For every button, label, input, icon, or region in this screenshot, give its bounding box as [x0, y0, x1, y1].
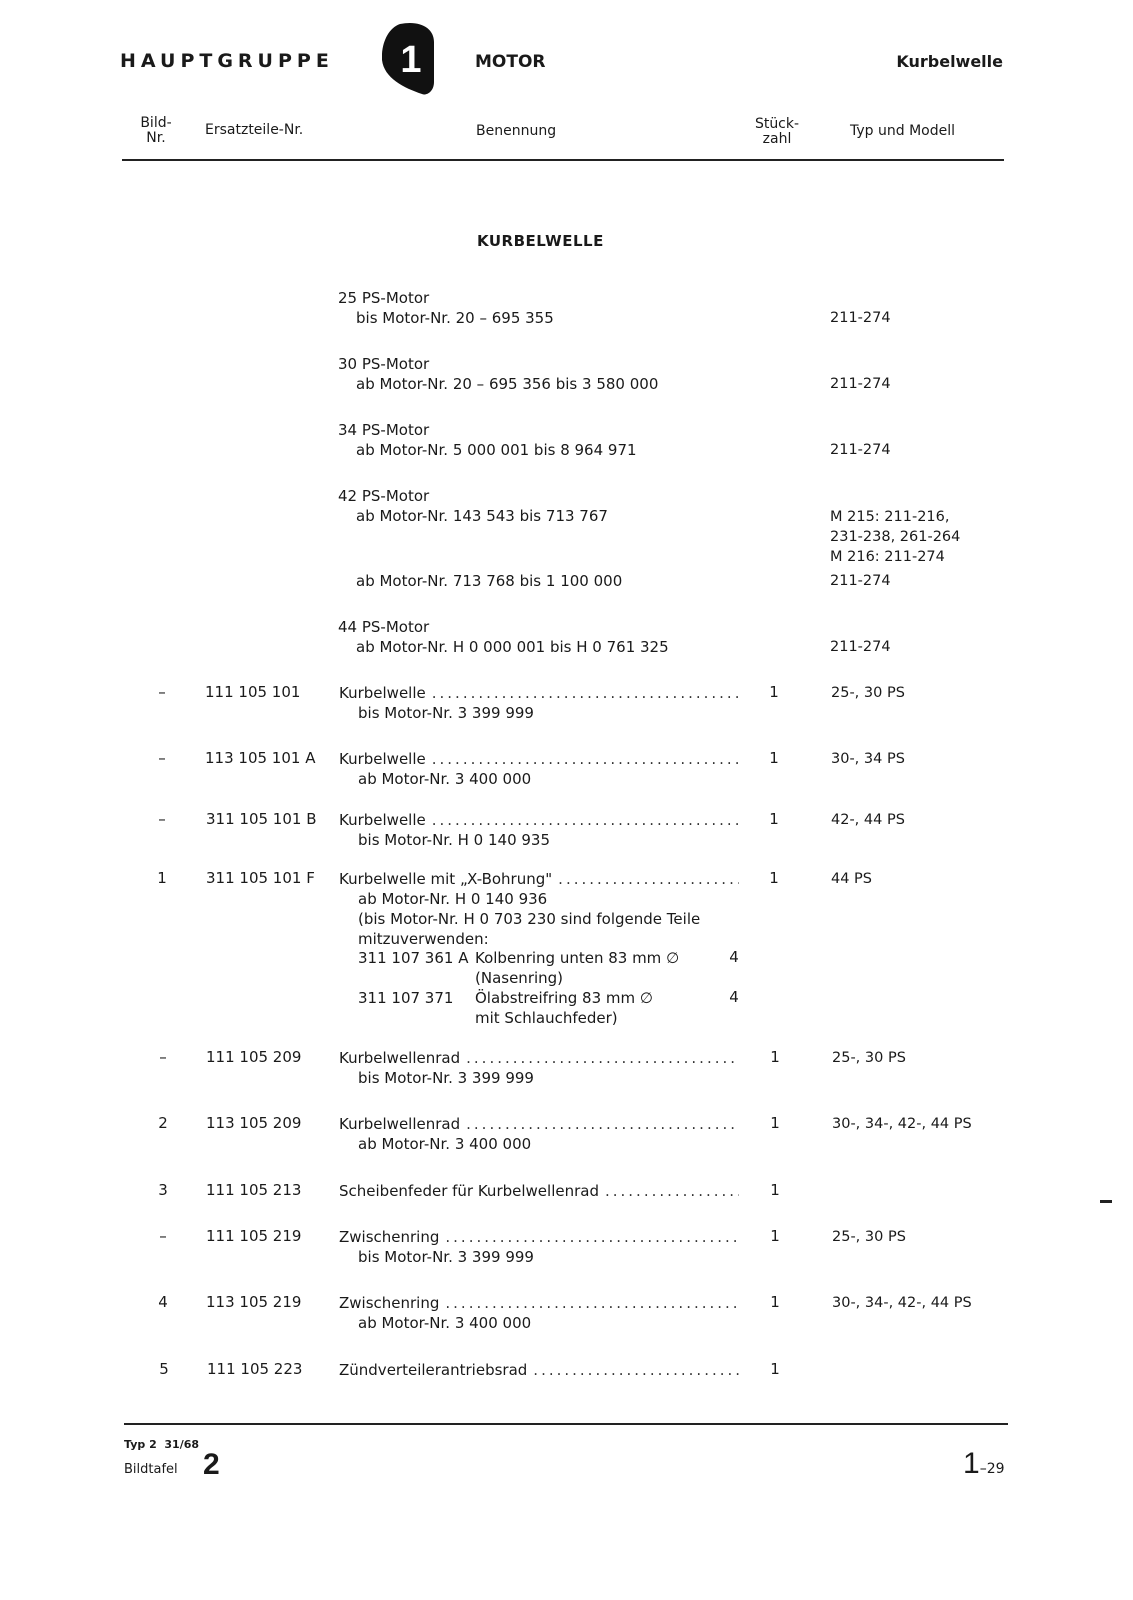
- part-qty: 1: [770, 1227, 780, 1245]
- part-number: 113 105 101 A: [205, 749, 316, 767]
- nested-part-number: 311 107 361 A: [358, 949, 469, 967]
- nested-part-description: Kolbenring unten 83 mm ∅ (Nasenring): [475, 949, 680, 987]
- part-number: 111 105 213: [206, 1181, 302, 1199]
- margin-mark: [1100, 1200, 1112, 1203]
- column-stueckzahl: Stück- zahl: [754, 116, 800, 147]
- column-bild-nr: Bild- Nr.: [140, 115, 172, 146]
- part-qty: 1: [769, 810, 779, 828]
- engine-types: M 215: 211-216, 231-238, 261-264 M 216: 211-274: [830, 509, 961, 565]
- engine-types: 211-274: [830, 573, 891, 589]
- part-qty: 1: [769, 869, 779, 887]
- engine-block-34ps: 34 PS-Motor ab Motor-Nr. 5 000 001 bis 8 964 971: [338, 421, 637, 459]
- engine-types: 211-274: [830, 376, 891, 392]
- part-number: 311 105 101 F: [206, 869, 315, 887]
- bild-nr: –: [158, 683, 166, 701]
- footer-rule: [124, 1423, 1008, 1425]
- part-description: Kurbelwelle mit „X-Bohrung" ..... ab Motor-Nr. H 0 140 936 (bis Motor-Nr. H 0 703 230 sind folgende Teile mitzuverwenden:: [339, 869, 739, 949]
- part-qty: 1: [770, 1181, 780, 1199]
- nested-part-qty: 4: [729, 988, 739, 1006]
- bildtafel-number: 2: [203, 1448, 220, 1481]
- column-benennung: Benennung: [476, 123, 557, 139]
- page-subject: Kurbelwelle: [896, 52, 1003, 71]
- engine-types: 211-274: [830, 310, 891, 326]
- engine-block-25ps: 25 PS-Motor bis Motor-Nr. 20 – 695 355: [338, 289, 554, 327]
- bild-nr: –: [159, 1227, 167, 1245]
- bildtafel-label: Bildtafel: [124, 1462, 178, 1477]
- part-typ: 25-, 30 PS: [832, 1229, 906, 1245]
- group-number-badge: [382, 22, 434, 96]
- bild-nr: 4: [158, 1293, 168, 1311]
- header-rule: [122, 159, 1004, 161]
- engine-block-42ps: 42 PS-Motor ab Motor-Nr. 143 543 bis 713 767: [338, 487, 608, 525]
- part-number: 111 105 209: [206, 1048, 302, 1066]
- nested-part-description: Ölabstreifring 83 mm ∅ mit Schlauchfeder): [475, 989, 653, 1027]
- bild-nr: –: [159, 1048, 167, 1066]
- part-typ: 42-, 44 PS: [831, 812, 905, 828]
- section-title: KURBELWELLE: [477, 232, 604, 250]
- part-description: Zündverteilerantriebsrad .....: [339, 1360, 739, 1380]
- part-description: Kurbelwelle ..... bis Motor-Nr. 3 399 999: [339, 683, 739, 723]
- bild-nr: –: [158, 749, 166, 767]
- part-description: Zwischenring ..... bis Motor-Nr. 3 399 999: [339, 1227, 739, 1267]
- part-description: Kurbelwellenrad ..... bis Motor-Nr. 3 399 999: [339, 1048, 739, 1088]
- engine-types: 211-274: [830, 639, 891, 655]
- footer-typ: Typ 2 31/68: [124, 1438, 200, 1451]
- bild-nr: 5: [159, 1360, 169, 1378]
- part-number: 311 105 101 B: [206, 810, 317, 828]
- part-description: Kurbelwelle ..... ab Motor-Nr. 3 400 000: [339, 749, 739, 789]
- part-qty: 1: [770, 1114, 780, 1132]
- group-number: 1: [400, 39, 422, 81]
- bild-nr: 3: [158, 1181, 168, 1199]
- nested-part-number: 311 107 371: [358, 989, 454, 1007]
- part-typ: 30-, 34-, 42-, 44 PS: [832, 1116, 972, 1132]
- part-qty: 1: [770, 1293, 780, 1311]
- group-label: HAUPTGRUPPE: [120, 50, 334, 72]
- part-qty: 1: [769, 683, 779, 701]
- column-typ-modell: Typ und Modell: [850, 123, 955, 139]
- engine-range: ab Motor-Nr. 713 768 bis 1 100 000: [356, 572, 623, 590]
- part-typ: 30-, 34 PS: [831, 751, 905, 767]
- bild-nr: –: [158, 810, 166, 828]
- part-typ: 44 PS: [831, 871, 873, 887]
- part-number: 113 105 219: [206, 1293, 302, 1311]
- part-qty: 1: [769, 749, 779, 767]
- part-typ: 30-, 34-, 42-, 44 PS: [832, 1295, 972, 1311]
- bild-nr: 2: [158, 1114, 168, 1132]
- part-description: Kurbelwelle ..... bis Motor-Nr. H 0 140 935: [339, 810, 739, 850]
- part-qty: 1: [770, 1048, 780, 1066]
- part-description: Scheibenfeder für Kurbelwellenrad .....: [339, 1181, 739, 1201]
- part-description: Zwischenring ..... ab Motor-Nr. 3 400 000: [339, 1293, 739, 1333]
- column-ersatzteile-nr: Ersatzteile-Nr.: [205, 122, 304, 138]
- group-name: MOTOR: [475, 52, 546, 72]
- page-number: 1–29: [963, 1447, 1005, 1480]
- engine-types: 211-274: [830, 442, 891, 458]
- part-number: 111 105 101: [205, 683, 301, 701]
- part-description: Kurbelwellenrad ..... ab Motor-Nr. 3 400 000: [339, 1114, 739, 1154]
- part-number: 111 105 223: [207, 1360, 303, 1378]
- part-number: 113 105 209: [206, 1114, 302, 1132]
- part-typ: 25-, 30 PS: [831, 685, 905, 701]
- part-typ: 25-, 30 PS: [832, 1050, 906, 1066]
- part-qty: 1: [770, 1360, 780, 1378]
- bild-nr: 1: [157, 869, 167, 887]
- engine-block-30ps: 30 PS-Motor ab Motor-Nr. 20 – 695 356 bis 3 580 000: [338, 355, 659, 393]
- engine-block-44ps: 44 PS-Motor ab Motor-Nr. H 0 000 001 bis H 0 761 325: [338, 618, 669, 656]
- part-number: 111 105 219: [206, 1227, 302, 1245]
- nested-part-qty: 4: [729, 948, 739, 966]
